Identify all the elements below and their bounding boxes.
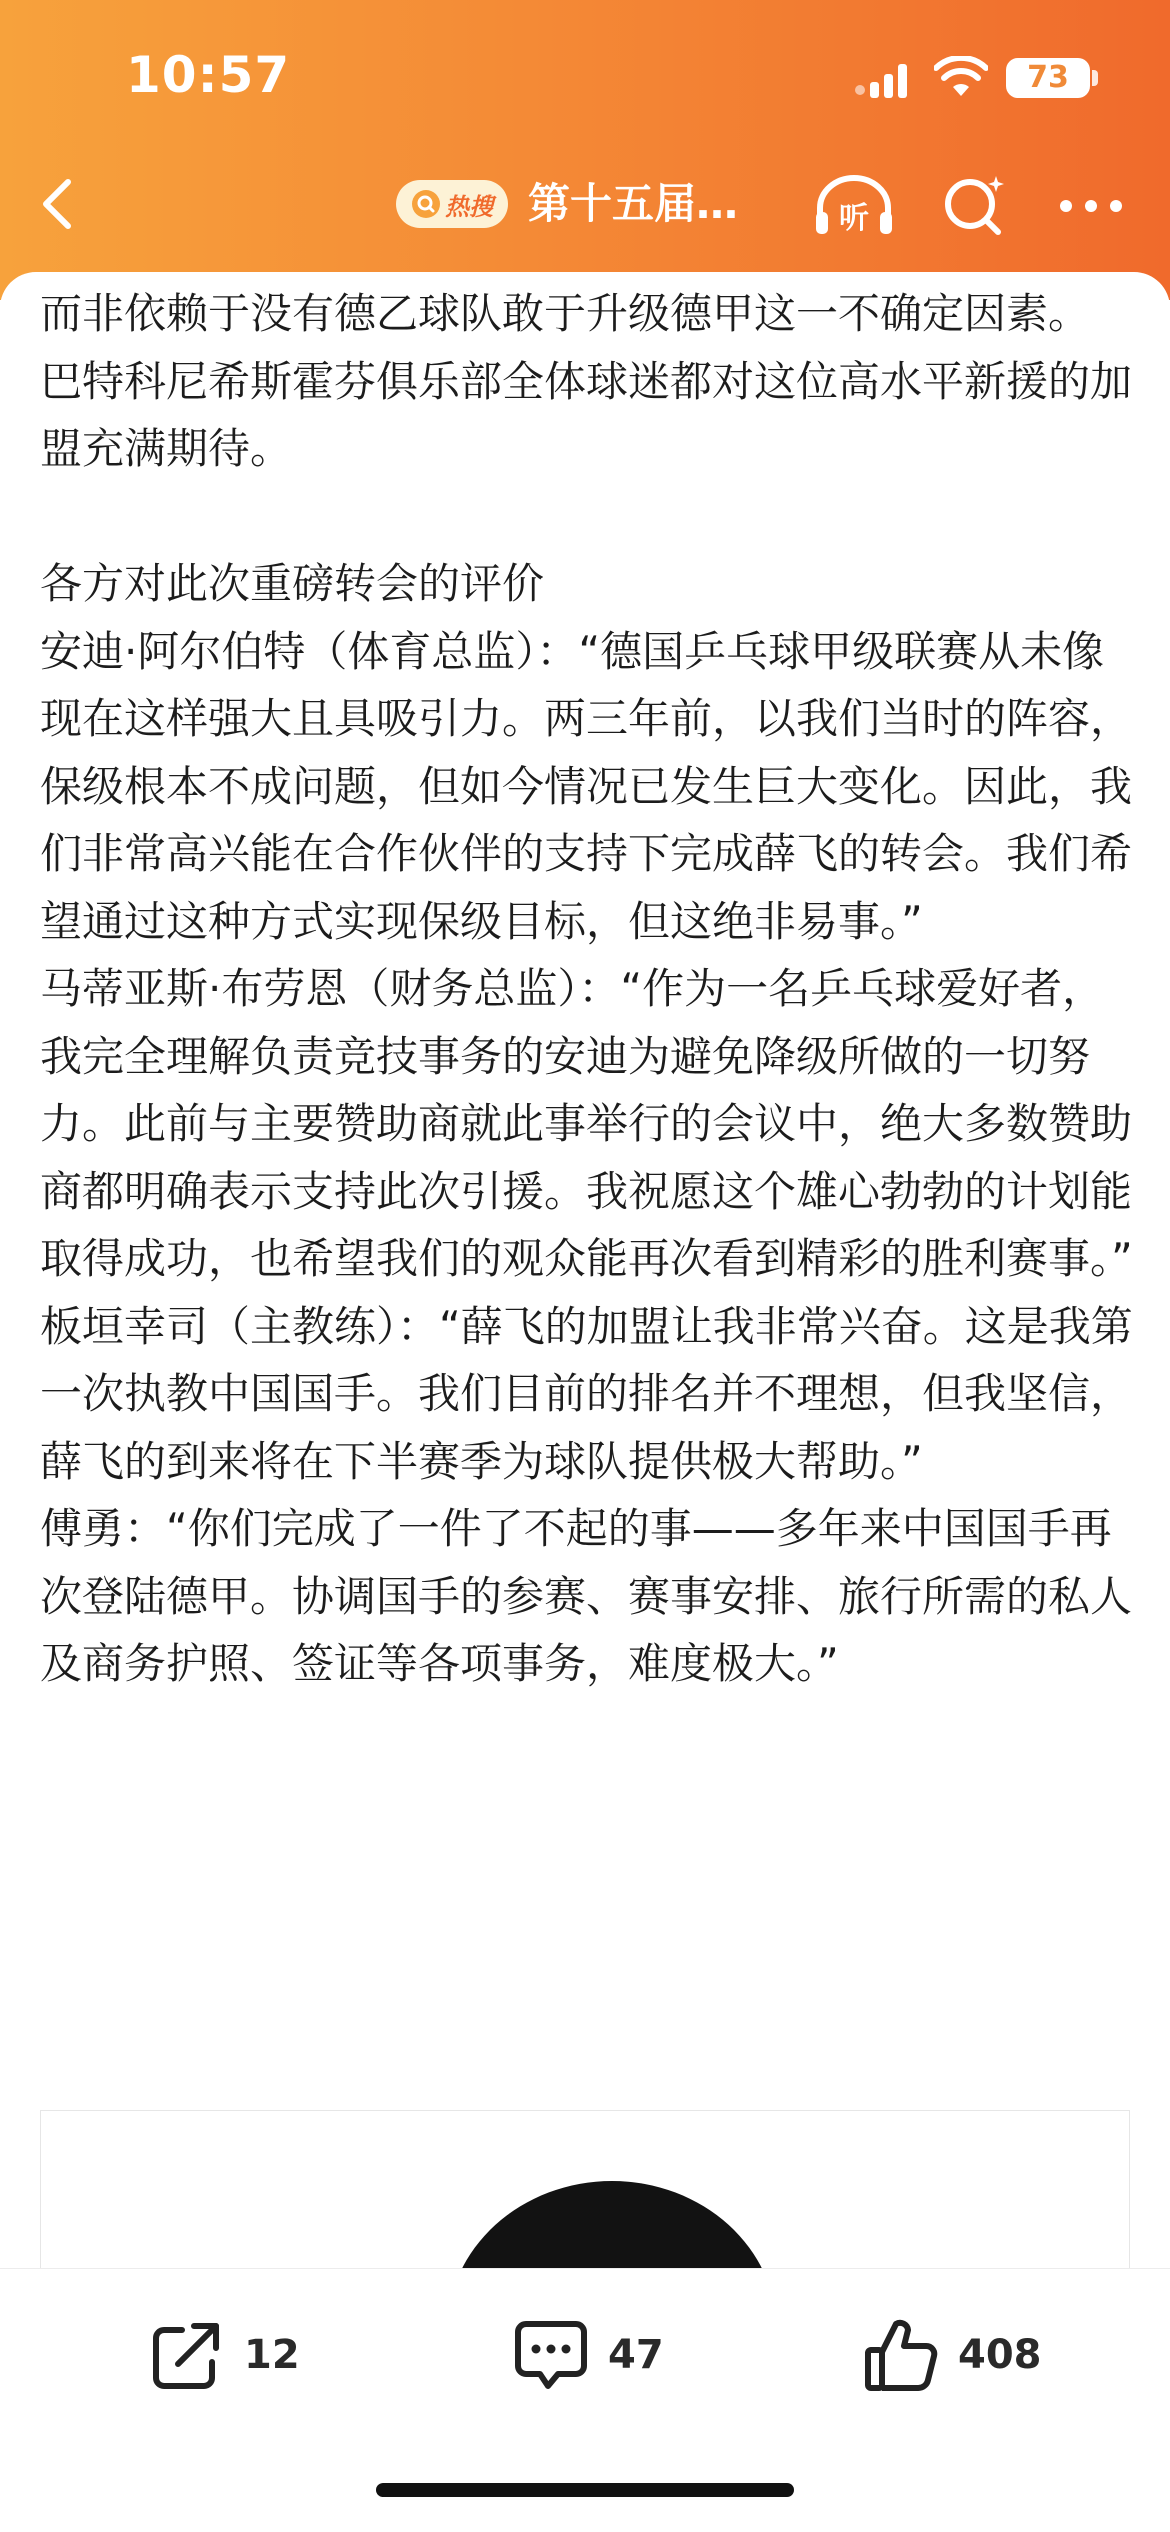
- article-blank-line: [40, 483, 1140, 551]
- share-count: 12: [244, 2332, 300, 2378]
- article-paragraph: 而非依赖于没有德乙球队敢于升级德甲这一不确定因素。: [40, 289, 1091, 338]
- article-paragraph: 巴特科尼希斯霍芬俱乐部全体球迷都对这位高水平新援的加盟充满期待。: [40, 356, 1133, 473]
- article-card: [0, 272, 1170, 2272]
- hot-search-badge[interactable]: [396, 180, 508, 228]
- wifi-icon: [934, 56, 988, 98]
- listen-label: 听: [839, 201, 869, 236]
- topic-title[interactable]: 第十五届…: [528, 179, 739, 228]
- article-section-heading: 各方对此次重磅转会的评价: [40, 559, 545, 608]
- battery-indicator: 73: [1006, 58, 1090, 98]
- more-dots-icon[interactable]: [1056, 196, 1126, 216]
- cellular-signal-icon: [852, 60, 912, 100]
- article-paragraph: 傅勇：“你们完成了一件了不起的事——多年来中国国手再次登陆德甲。协调国手的参赛、赛事安排、旅行所需的私人及商务护照、签证等各项事务，难度极大。”: [40, 1504, 1133, 1688]
- article-paragraph: 板垣幸司（主教练）：“薛飞的加盟让我非常兴奋。这是我第一次执教中国国手。我们目前的排名并不理想，但我坚信，薛飞的到来将在下半赛季为球队提供极大帮助。”: [40, 1301, 1133, 1486]
- share-button[interactable]: [148, 2315, 300, 2395]
- comment-button[interactable]: [512, 2315, 664, 2395]
- navigation-bar: [0, 150, 1170, 260]
- status-time: 10:57: [126, 46, 291, 104]
- comment-count: 47: [608, 2332, 664, 2378]
- article-paragraph: 马蒂亚斯·布劳恩（财务总监）：“作为一名乒乓球爱好者，我完全理解负责竞技事务的安迪为避免降级所做的一切努力。此前与主要赞助商就此事举行的会议中，绝大多数赞助商都明确表示支持此次引援。我祝愿这个雄心勃勃的计划能取得成功，也希望我们的观众能再次看到精彩的胜利赛事。”: [40, 964, 1133, 1283]
- header-gradient: [0, 0, 1170, 300]
- status-bar: [0, 0, 1170, 150]
- comment-icon: [512, 2316, 590, 2394]
- article-photo[interactable]: [40, 2110, 1130, 2272]
- like-button[interactable]: [862, 2315, 1042, 2395]
- back-chevron-icon[interactable]: [30, 174, 90, 234]
- photo-person-head: [447, 2181, 777, 2272]
- search-icon[interactable]: [940, 172, 1008, 238]
- hot-search-label: 热搜: [445, 192, 493, 221]
- battery-nub: [1092, 70, 1098, 86]
- home-indicator[interactable]: [376, 2483, 794, 2497]
- article-body: [40, 280, 1140, 1698]
- article-paragraph: 安迪·阿尔伯特（体育总监）：“德国乒乓球甲级联赛从未像现在这样强大且具吸引力。两三年前，以我们当时的阵容，保级根本不成问题，但如今情况已发生巨大变化。因此，我们非常高兴能在合作伙伴的支持下完成薛飞的转会。我们希望通过这种方式实现保级目标，但这绝非易事。”: [40, 626, 1133, 946]
- like-count: 408: [958, 2332, 1042, 2378]
- hot-search-icon: [411, 189, 441, 219]
- headphones-icon[interactable]: [812, 174, 896, 238]
- thumbs-up-icon: [862, 2316, 940, 2394]
- share-icon: [148, 2316, 226, 2394]
